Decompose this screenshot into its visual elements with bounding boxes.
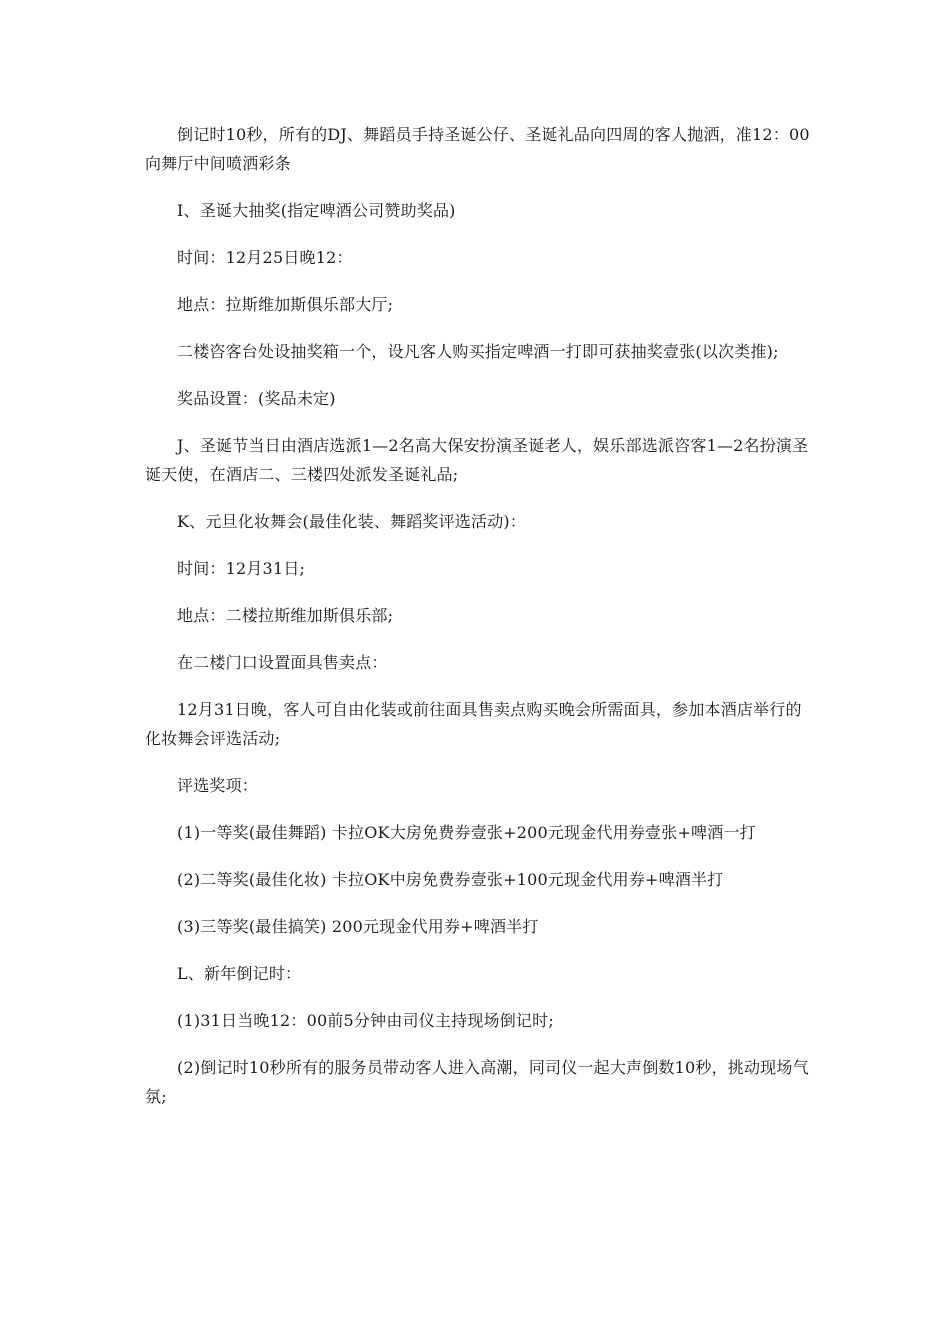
paragraph-award-second: (2)二等奖(最佳化妆) 卡拉OK中房免费券壹张+100元现金代用券+啤酒半打 [177, 870, 724, 889]
paragraph-countdown-step-1: (1)31日当晚12：00前5分钟由司仪主持现场倒记时; [177, 1011, 554, 1030]
paragraph-award-third: (3)三等奖(最佳搞笑) 200元现金代用券+啤酒半打 [177, 917, 539, 936]
paragraph-prize-setting: 奖品设置：(奖品未定) [177, 389, 336, 408]
paragraph-countdown-intro: 倒记时10秒，所有的DJ、舞蹈员手持圣诞公仔、圣诞礼品向四周的客人抛洒，准12：00向舞厅中间喷洒彩条 [145, 125, 810, 173]
paragraph-section-k-heading: K、元旦化妆舞会(最佳化装、舞蹈奖评选活动)： [177, 512, 527, 531]
paragraph-award-heading: 评选奖项： [177, 776, 259, 795]
paragraph-award-first: (1)一等奖(最佳舞蹈) 卡拉OK大房免费券壹张+200元现金代用券壹张+啤酒一打 [177, 823, 756, 842]
document-body [145, 120, 810, 1129]
paragraph-countdown-step-2: (2)倒记时10秒所有的服务员带动客人进入高潮，同司仪一起大声倒数10秒，挑动现场气氛; [145, 1058, 809, 1106]
paragraph-lottery-location: 地点：拉斯维加斯俱乐部大厅; [177, 295, 394, 314]
paragraph-lottery-time: 时间：12月25日晚12： [177, 248, 353, 267]
paragraph-ball-location: 地点：二楼拉斯维加斯俱乐部; [177, 606, 394, 625]
paragraph-lottery-box: 二楼咨客台处设抽奖箱一个，设凡客人购买指定啤酒一打即可获抽奖壹张(以次类推); [177, 342, 779, 361]
paragraph-section-l-heading: L、新年倒记时： [177, 964, 302, 983]
paragraph-mask-point: 在二楼门口设置面具售卖点： [177, 653, 388, 672]
paragraph-ball-time: 时间：12月31日; [177, 559, 306, 578]
paragraph-section-i-heading: I、圣诞大抽奖(指定啤酒公司赞助奖品) [177, 201, 456, 220]
paragraph-ball-description: 12月31日晚，客人可自由化装或前往面具售卖点购买晚会所需面具，参加本酒店举行的化妆舞会评选活动; [145, 700, 802, 748]
paragraph-section-j: J、圣诞节当日由酒店选派1—2名高大保安扮演圣诞老人，娱乐部选派咨客1—2名扮演圣诞天使，在酒店二、三楼四处派发圣诞礼品; [145, 436, 809, 484]
